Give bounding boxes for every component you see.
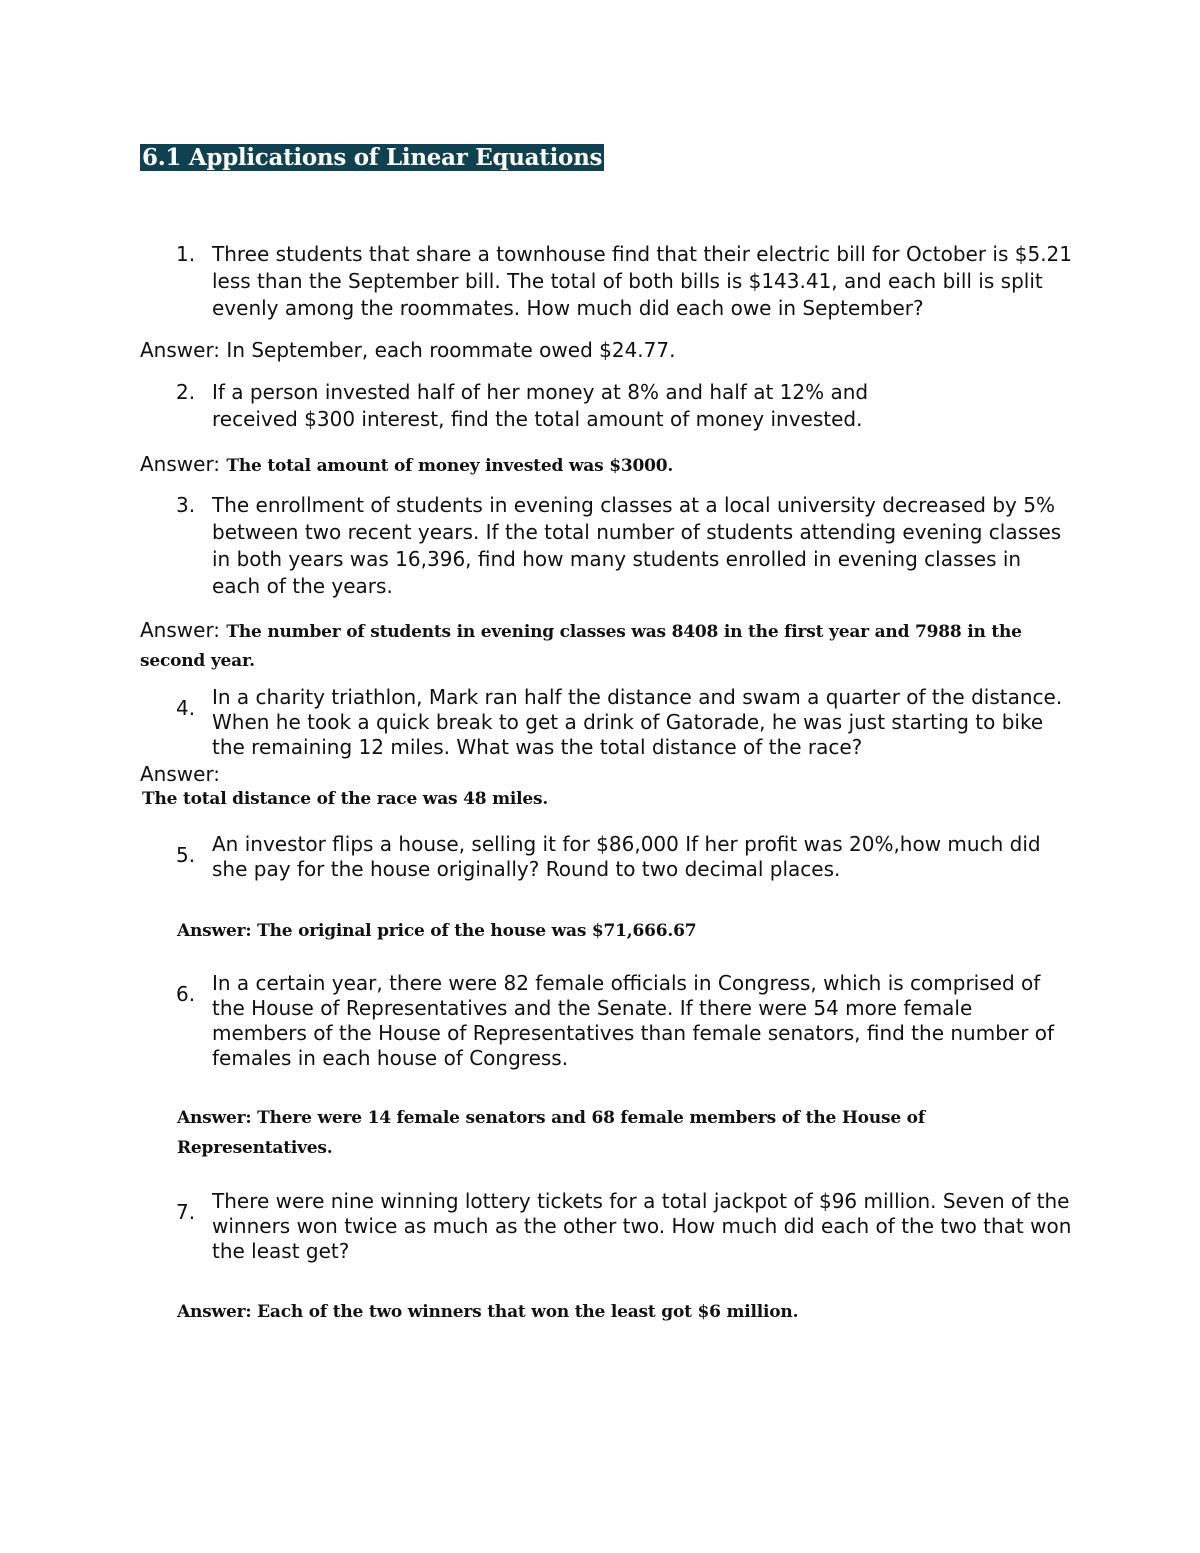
answer-3 <box>140 617 1060 675</box>
question-number: 5. <box>176 843 196 867</box>
answer-text: In September, each roommate owed $24.77. <box>226 338 676 362</box>
question-text: Three students that share a townhouse find that their electric bill for October is $5.21 less than the September bill. The total of both bills is $143.41, and each bill is split evenly among the roommates. How much did each owe in September? <box>212 242 1072 320</box>
answer-4-label: Answer: <box>140 762 221 786</box>
page-title <box>140 141 604 174</box>
question-number: 4. <box>176 696 196 720</box>
question-text: An investor flips a house, selling it for $86,000 If her profit was 20%,how much did she pay for the house originally? Round to two decimal places. <box>212 832 1041 881</box>
question-number: 6. <box>176 982 196 1006</box>
answer-2 <box>140 451 673 480</box>
answer-6: Answer: There were 14 female senators and 68 female members of the House of <box>177 1108 925 1128</box>
question-number: 2. <box>176 380 196 404</box>
title-text: 6.1 Applications of Linear Equations <box>142 144 603 171</box>
answer-4: The total distance of the race was 48 miles. <box>142 789 549 809</box>
question-text: In a charity triathlon, Mark ran half the distance and swam a quarter of the distance. When he took a quick break to get a drink of Gatorade, he was just starting to bike the remaining 12 miles. What was the total distance of the race? <box>212 685 1063 759</box>
question-number: 3. <box>176 493 196 517</box>
question-text: If a person invested half of her money at 8% and half at 12% and received $300 interest, find the total amount of money invested. <box>212 380 869 431</box>
answer-label: Answer: <box>140 338 221 362</box>
question-text: In a certain year, there were 82 female officials in Congress, which is comprised of the House of Representatives and the Senate. If there were 54 more female members of the House of Representatives than female senators, find the number of females in each house of Congress. <box>212 971 1055 1070</box>
question-text: There were nine winning lottery tickets for a total jackpot of $96 million. Seven of the winners won twice as much as the other two. How much did each of the two that won the least get? <box>212 1189 1072 1263</box>
answer-text: The total amount of money invested was $3000. <box>226 456 674 476</box>
question-text: The enrollment of students in evening classes at a local university decreased by 5% between two recent years. If the total number of students attending evening classes in both years was 16,396, find how many students enrolled in evening classes in each of the years. <box>212 493 1062 598</box>
answer-text: The number of students in evening classes was 8408 in the first year and 7988 in the second year. <box>140 622 1022 671</box>
question-number: 7. <box>176 1200 196 1224</box>
answer-7: Answer: Each of the two winners that won the least got $6 million. <box>177 1302 799 1322</box>
answer-5: Answer: The original price of the house was $71,666.67 <box>177 921 697 941</box>
question-number: 1. <box>176 242 196 266</box>
answer-6-cont: Representatives. <box>177 1138 333 1158</box>
answer-label: Answer: <box>140 452 221 476</box>
answer-label: Answer: <box>140 618 221 642</box>
answer-1 <box>140 337 675 364</box>
